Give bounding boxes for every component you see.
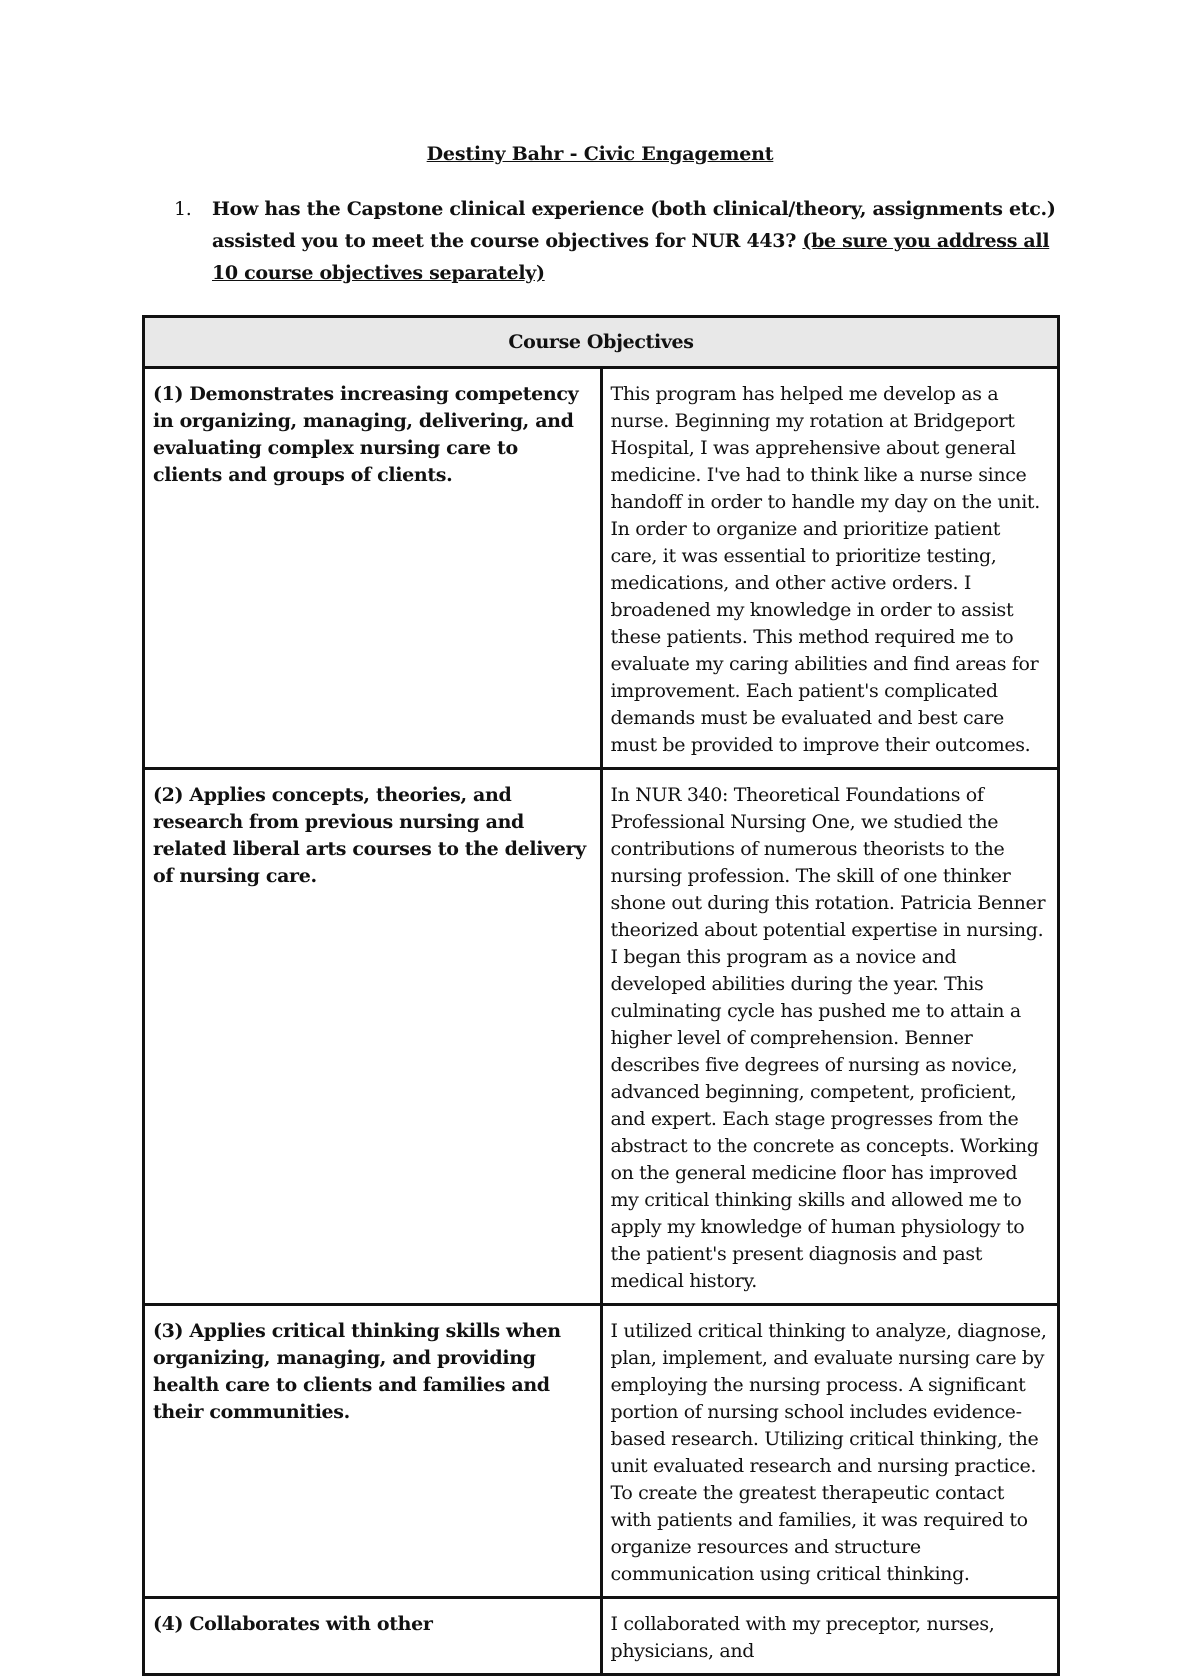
objective-response: In NUR 340: Theoretical Foundations of Professional Nursing One, we studied the contributions of numerous theorists to the nursing profession. The skill of one thinker shone out during this rotation. Patricia Benner theorized about potential expertise in nursing. I began this program as a novice and developed abilities during the year. This culminating cycle has pushed me to attain a higher level of comprehension. Benner describes five degrees of nursing as novice, advanced beginning, competent, proficient, and expert. Each stage progresses from the abstract to the concrete as concepts. Working on the general medicine floor has improved my critical thinking skills and allowed me to apply my knowledge of human physiology to the patient's present diagnosis and past medical history. — [601, 769, 1059, 1305]
question-emphasis: (be sure you address all 10 course objectives separately) — [212, 230, 1050, 284]
objective-label: (1) Demonstrates increasing competency in organizing, managing, delivering, and evaluating complex nursing care to clients and groups of clients. — [144, 368, 602, 769]
objective-label: (4) Collaborates with other — [144, 1598, 602, 1675]
course-objectives-table — [142, 315, 1060, 1676]
objective-label: (3) Applies critical thinking skills when organizing, managing, and providing health care to clients and families and their communities. — [144, 1305, 602, 1598]
table-row — [144, 1598, 1059, 1675]
table-header: Course Objectives — [144, 317, 1059, 368]
table-row — [144, 1305, 1059, 1598]
table-header-row — [144, 317, 1059, 368]
table-row — [144, 769, 1059, 1305]
page-title: Destiny Bahr - Civic Engagement — [426, 143, 774, 165]
objective-response: I collaborated with my preceptor, nurses, physicians, and — [601, 1598, 1059, 1675]
objective-label: (2) Applies concepts, theories, and research from previous nursing and related liberal arts courses to the delivery of nursing care. — [144, 769, 602, 1305]
question-text: How has the Capstone clinical experience (both clinical/theory, assignments etc.) assisted you to meet the course objectives for NUR 443? — [212, 198, 1056, 252]
objective-response: This program has helped me develop as a nurse. Beginning my rotation at Bridgeport Hospital, I was apprehensive about general medicine. I've had to think like a nurse since handoff in order to handle my day on the unit. In order to organize and prioritize patient care, it was essential to prioritize testing, medications, and other active orders. I broadened my knowledge in order to assist these patients. This method required me to evaluate my caring abilities and find areas for improvement. Each patient's complicated demands must be evaluated and best care must be provided to improve their outcomes. — [601, 368, 1059, 769]
table-row — [144, 368, 1059, 769]
question-number: 1. — [174, 198, 192, 220]
objective-response: I utilized critical thinking to analyze, diagnose, plan, implement, and evaluate nursing care by employing the nursing process. A significant portion of nursing school includes evidence-based research. Utilizing critical thinking, the unit evaluated research and nursing practice. To create the greatest therapeutic contact with patients and families, it was required to organize resources and structure communication using critical thinking. — [601, 1305, 1059, 1598]
question-1 — [174, 193, 1072, 289]
